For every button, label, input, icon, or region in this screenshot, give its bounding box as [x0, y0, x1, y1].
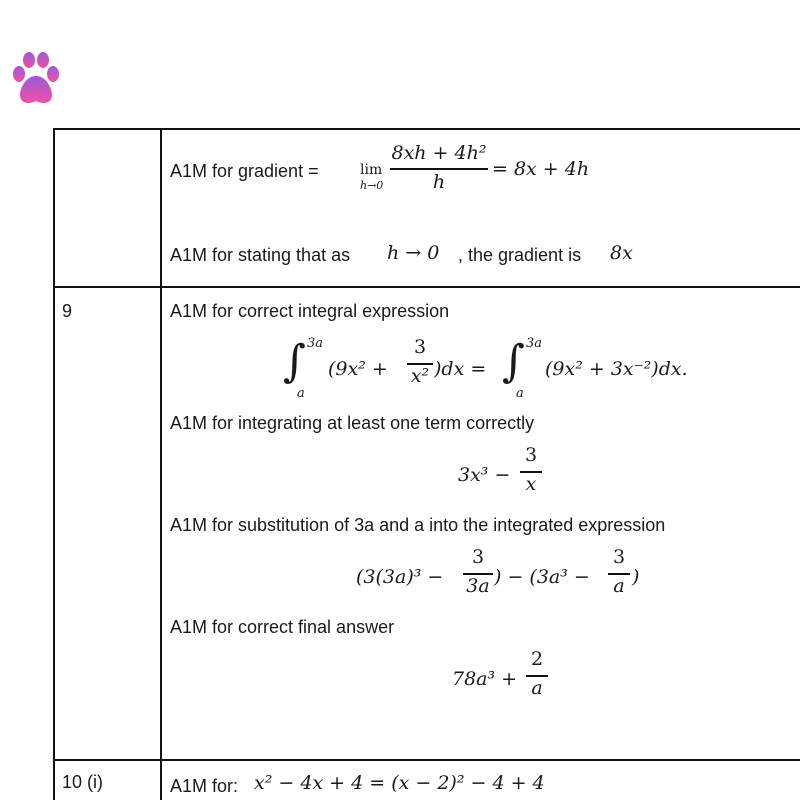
integrand-rewritten: (9x² + 3x⁻²)dx. [545, 358, 688, 380]
integral-lower-limit: a [516, 386, 524, 401]
fraction-numerator: 3 [413, 336, 427, 358]
fraction-numerator: 3 [612, 546, 626, 568]
question-number: 9 [62, 301, 73, 321]
mark-line: A1M for gradient = [170, 161, 319, 181]
table-left-border [53, 128, 55, 800]
antiderivative: 3x³ − [458, 464, 511, 486]
fraction-bar [390, 168, 488, 170]
integral-upper-limit: 3a [526, 336, 543, 351]
mark-line: A1M for correct final answer [170, 617, 395, 637]
fraction-denominator: a [613, 575, 625, 597]
column-divider [160, 128, 162, 800]
paw-icon [8, 48, 64, 112]
row-divider [53, 286, 800, 288]
fraction-numerator: 8xh + 4h² [391, 142, 487, 164]
limit-subscript: h→0 [360, 179, 384, 192]
integral-lower-limit: a [297, 386, 305, 401]
mark-line: A1M for correct integral expression [170, 301, 450, 321]
mark-line: A1M for stating that as [170, 245, 351, 265]
fraction-denominator: 3a [466, 575, 490, 597]
fraction-numerator: 2 [530, 648, 544, 670]
row-divider [53, 759, 800, 761]
fraction-denominator: x [525, 473, 537, 495]
fraction-numerator: 3 [471, 546, 485, 568]
fraction-numerator: 3 [524, 444, 538, 466]
mark-line: , the gradient is [458, 245, 582, 265]
mark-line: A1M for: [170, 776, 239, 796]
table-top-border [53, 128, 800, 130]
integral-sign: ∫ [283, 336, 306, 387]
final-answer: 78a³ + [452, 668, 518, 690]
integral-sign: ∫ [502, 336, 525, 387]
fraction-denominator: x² [410, 365, 430, 387]
substitution-part: ) − (3a³ − [494, 566, 590, 588]
limit-symbol: lim [360, 162, 383, 178]
integrand-part: )dx = [434, 358, 487, 380]
integral-upper-limit: 3a [307, 336, 324, 351]
substitution-part: ) [632, 566, 640, 588]
substitution-part: (3(3a)³ − [356, 566, 444, 588]
completing-square-expression: x² − 4x + 4 = (x − 2)² − 4 + 4 [254, 772, 545, 794]
gradient-rhs: = 8x + 4h [492, 158, 590, 180]
mark-line: A1M for integrating at least one term correctly [170, 413, 535, 433]
gradient-result: 8x [610, 242, 633, 264]
mark-line: A1M for substitution of 3a and a into the integrated expression [170, 515, 666, 535]
integrand-part: (9x² + [328, 358, 388, 380]
fraction-denominator: a [531, 677, 543, 699]
question-number: 10 (i) [62, 772, 104, 792]
fraction-denominator: h [432, 171, 446, 193]
limit-condition: h → 0 [387, 242, 440, 264]
